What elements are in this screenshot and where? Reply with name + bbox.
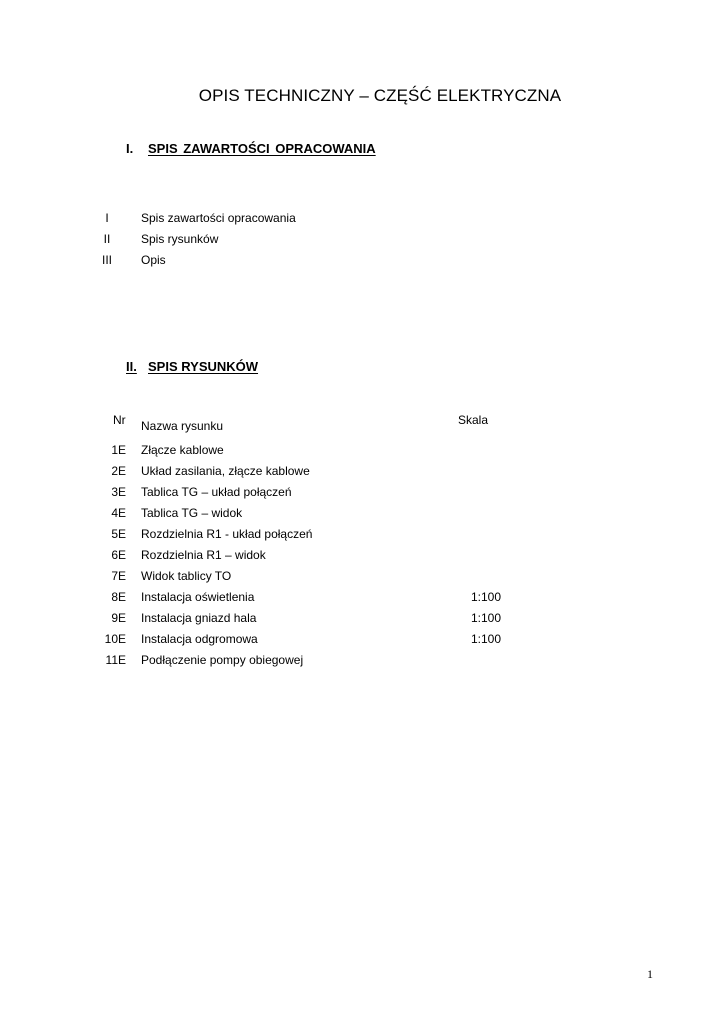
page-number: 1 bbox=[647, 967, 653, 981]
row-nr: 6E bbox=[111, 548, 126, 562]
column-header-name: Nazwa rysunku bbox=[141, 419, 224, 433]
row-name: Tablica TG – widok bbox=[141, 506, 243, 520]
row-nr: 7E bbox=[111, 569, 126, 583]
section-2-number: II. bbox=[126, 359, 137, 374]
row-nr: 4E bbox=[111, 506, 126, 520]
column-header-scale: Skala bbox=[458, 413, 489, 427]
row-name: Tablica TG – układ połączeń bbox=[141, 485, 292, 499]
row-nr: 3E bbox=[111, 485, 126, 499]
section-1-title: SPIS ZAWARTOŚCI OPRACOWANIA bbox=[148, 141, 376, 156]
section-1-heading bbox=[126, 141, 376, 156]
document-title: OPIS TECHNICZNY – CZĘŚĆ ELEKTRYCZNA bbox=[198, 86, 562, 105]
section-1-number: I. bbox=[126, 141, 134, 156]
contents-item-text: Spis zawartości opracowania bbox=[141, 211, 296, 225]
contents-item-number: III bbox=[101, 253, 112, 267]
row-nr: 1E bbox=[111, 443, 126, 457]
row-name: Rozdzielnia R1 - układ połączeń bbox=[141, 527, 313, 541]
column-header-nr: Nr bbox=[113, 413, 126, 427]
row-name: Instalacja oświetlenia bbox=[141, 590, 255, 604]
row-name: Instalacja odgromowa bbox=[141, 632, 258, 646]
row-nr: 8E bbox=[111, 590, 126, 604]
row-name: Podłączenie pompy obiegowej bbox=[141, 653, 304, 667]
row-name: Układ zasilania, złącze kablowe bbox=[141, 464, 310, 478]
contents-item-number: II bbox=[103, 232, 111, 246]
contents-item-number: I bbox=[105, 211, 109, 225]
row-nr: 2E bbox=[111, 464, 126, 478]
contents-item-text: Opis bbox=[141, 253, 166, 267]
row-name: Rozdzielnia R1 – widok bbox=[141, 548, 266, 562]
row-scale: 1:100 bbox=[470, 590, 501, 604]
row-nr: 5E bbox=[111, 527, 126, 541]
row-nr: 11E bbox=[105, 653, 126, 667]
row-nr: 9E bbox=[111, 611, 126, 625]
contents-item-text: Spis rysunków bbox=[141, 232, 219, 246]
section-2-heading bbox=[126, 359, 258, 374]
row-name: Instalacja gniazd hala bbox=[141, 611, 257, 625]
section-2-title: SPIS RYSUNKÓW bbox=[148, 359, 259, 374]
row-scale: 1:100 bbox=[470, 611, 501, 625]
row-name: Widok tablicy TO bbox=[141, 569, 232, 583]
row-nr: 10E bbox=[104, 632, 126, 646]
row-scale: 1:100 bbox=[470, 632, 501, 646]
row-name: Złącze kablowe bbox=[141, 443, 224, 457]
